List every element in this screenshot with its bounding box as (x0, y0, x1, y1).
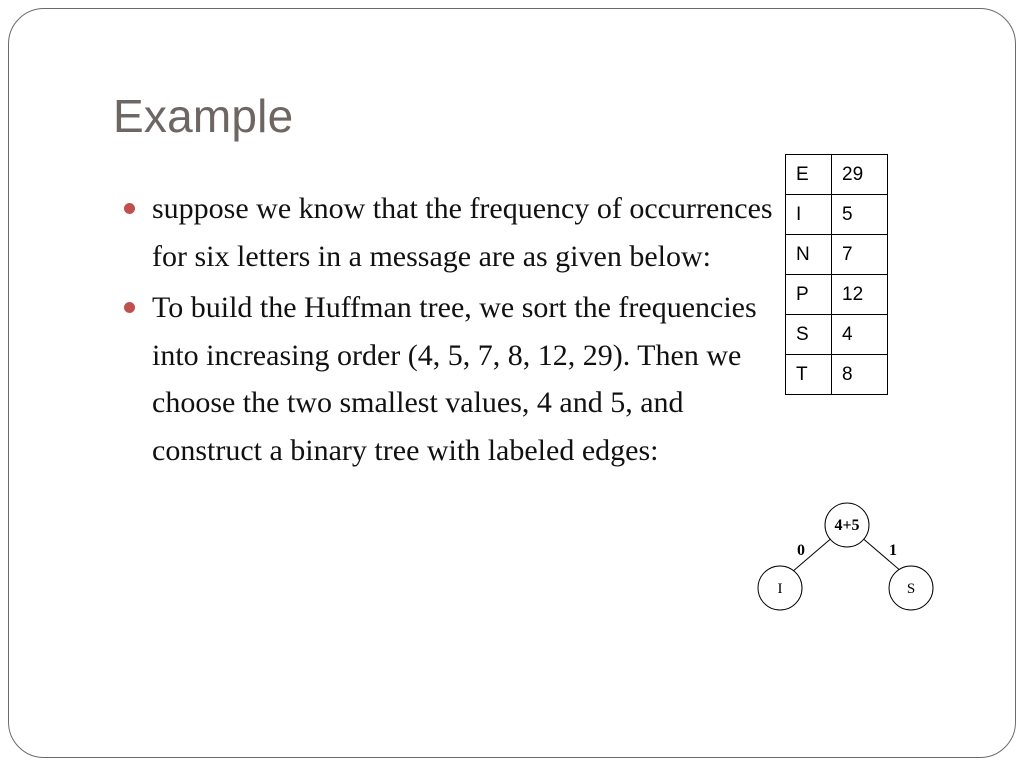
bullet-text: To build the Huffman tree, we sort the frequencies into increasing order (4, 5, 7, 8, 12, 29). Then we choose the two smallest values, 4 and 5, and construct a binary tree with labeled edges: (152, 291, 757, 467)
bullet-item-huffman (124, 284, 774, 474)
table-row (786, 155, 888, 195)
count-cell: 5 (832, 195, 888, 235)
letter-cell: T (786, 355, 832, 395)
bullet-text: suppose we know that the frequency of occurrences for six letters in a message are as given below: (152, 192, 773, 273)
tree-edge-label-left: 0 (797, 542, 805, 559)
count-cell: 4 (832, 315, 888, 355)
letter-cell: I (786, 195, 832, 235)
huffman-tree-diagram (750, 500, 950, 620)
tree-left-label: I (777, 581, 783, 597)
count-cell: 12 (832, 275, 888, 315)
count-cell: 8 (832, 355, 888, 395)
tree-right-label: S (906, 581, 916, 597)
letter-cell: N (786, 235, 832, 275)
tree-root-label: 4+5 (834, 517, 860, 534)
bullet-item-frequency (124, 185, 774, 280)
frequency-table (785, 154, 888, 395)
bullet-dot-icon (124, 302, 135, 313)
table-row (786, 235, 888, 275)
table-row (786, 195, 888, 235)
bullet-list (124, 185, 774, 478)
letter-cell: E (786, 155, 832, 195)
table-row (786, 315, 888, 355)
slide-title: Example (113, 90, 294, 142)
tree-edge-label-right: 1 (889, 542, 897, 559)
table-row (786, 355, 888, 395)
count-cell: 29 (832, 155, 888, 195)
table-row (786, 275, 888, 315)
letter-cell: P (786, 275, 832, 315)
count-cell: 7 (832, 235, 888, 275)
letter-cell: S (786, 315, 832, 355)
bullet-dot-icon (124, 203, 135, 214)
